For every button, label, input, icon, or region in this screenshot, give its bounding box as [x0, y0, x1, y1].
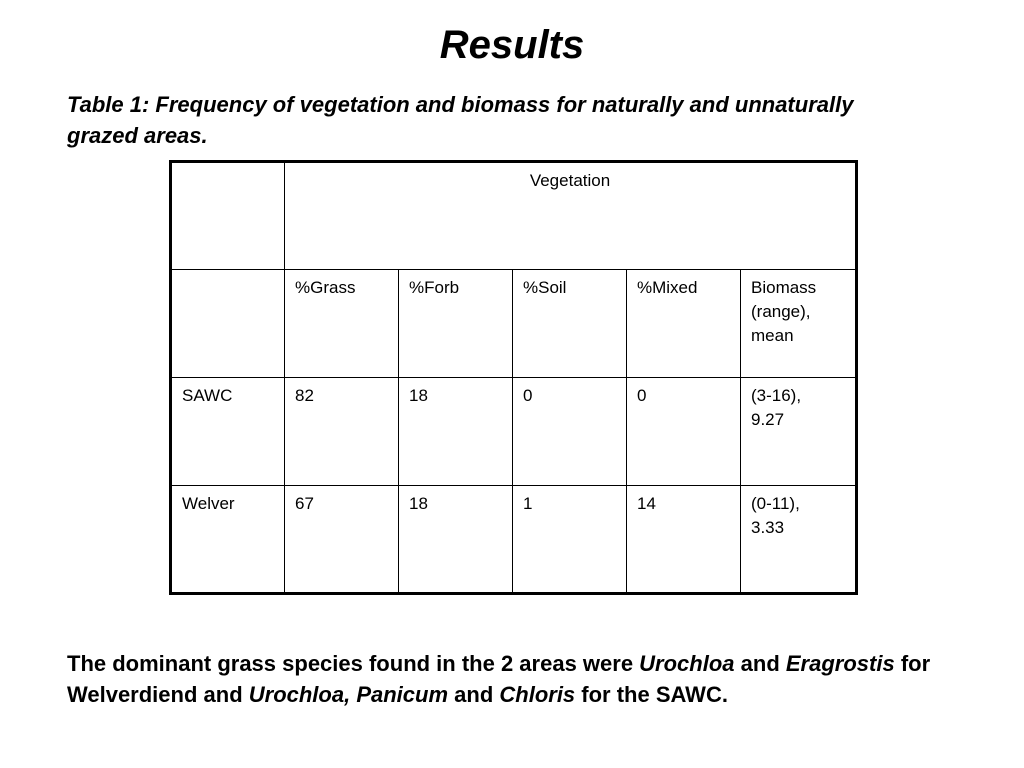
cell-grass: 82: [285, 378, 399, 486]
row-label-sawc: SAWC: [171, 378, 285, 486]
species-urochloa: Urochloa: [639, 651, 735, 676]
table-row: [171, 486, 857, 594]
summary-text-1: The dominant grass species found in the 2 areas were: [67, 651, 640, 676]
summary-text-5: for the SAWC.: [575, 682, 728, 707]
column-header-soil: %Soil: [513, 270, 627, 378]
summary-text-2: and: [734, 651, 786, 676]
empty-corner-cell: [171, 162, 285, 270]
species-urochloa-panicum: Urochloa, Panicum: [248, 682, 449, 707]
column-header-forb: %Forb: [399, 270, 513, 378]
cell-forb: 18: [399, 486, 513, 594]
table-caption: Table 1: Frequency of vegetation and biomass for naturally and unnaturally grazed areas.: [67, 92, 854, 148]
cell-soil: 1: [513, 486, 627, 594]
biomass-mean: 3.33: [751, 518, 785, 537]
cell-mixed: 0: [627, 378, 741, 486]
column-header-biomass: Biomass (range), mean: [741, 270, 857, 378]
cell-forb: 18: [399, 378, 513, 486]
column-header-mixed: %Mixed: [627, 270, 741, 378]
cell-mixed: 14: [627, 486, 741, 594]
cell-biomass: [741, 486, 857, 594]
slide-title: Results: [439, 23, 585, 67]
species-eragrostis: Eragrostis: [785, 651, 895, 676]
vegetation-group-header: Vegetation: [285, 162, 857, 270]
biomass-range: (0-11),: [751, 494, 800, 513]
cell-grass: 67: [285, 486, 399, 594]
empty-row-label-cell: [171, 270, 285, 378]
summary-text-3: for Welverdiend and: [67, 651, 931, 707]
table-row: [171, 378, 857, 486]
cell-soil: 0: [513, 378, 627, 486]
summary-text-4: and: [448, 682, 500, 707]
biomass-mean: 9.27: [751, 410, 785, 429]
table-header-row-group: [171, 162, 857, 270]
vegetation-table: [169, 160, 858, 595]
row-label-welver: Welver: [171, 486, 285, 594]
species-summary: [67, 648, 967, 710]
column-header-grass: %Grass: [285, 270, 399, 378]
cell-biomass: [741, 378, 857, 486]
biomass-range: (3-16),: [751, 386, 802, 405]
species-chloris: Chloris: [499, 682, 576, 707]
table-header-row-columns: [171, 270, 857, 378]
